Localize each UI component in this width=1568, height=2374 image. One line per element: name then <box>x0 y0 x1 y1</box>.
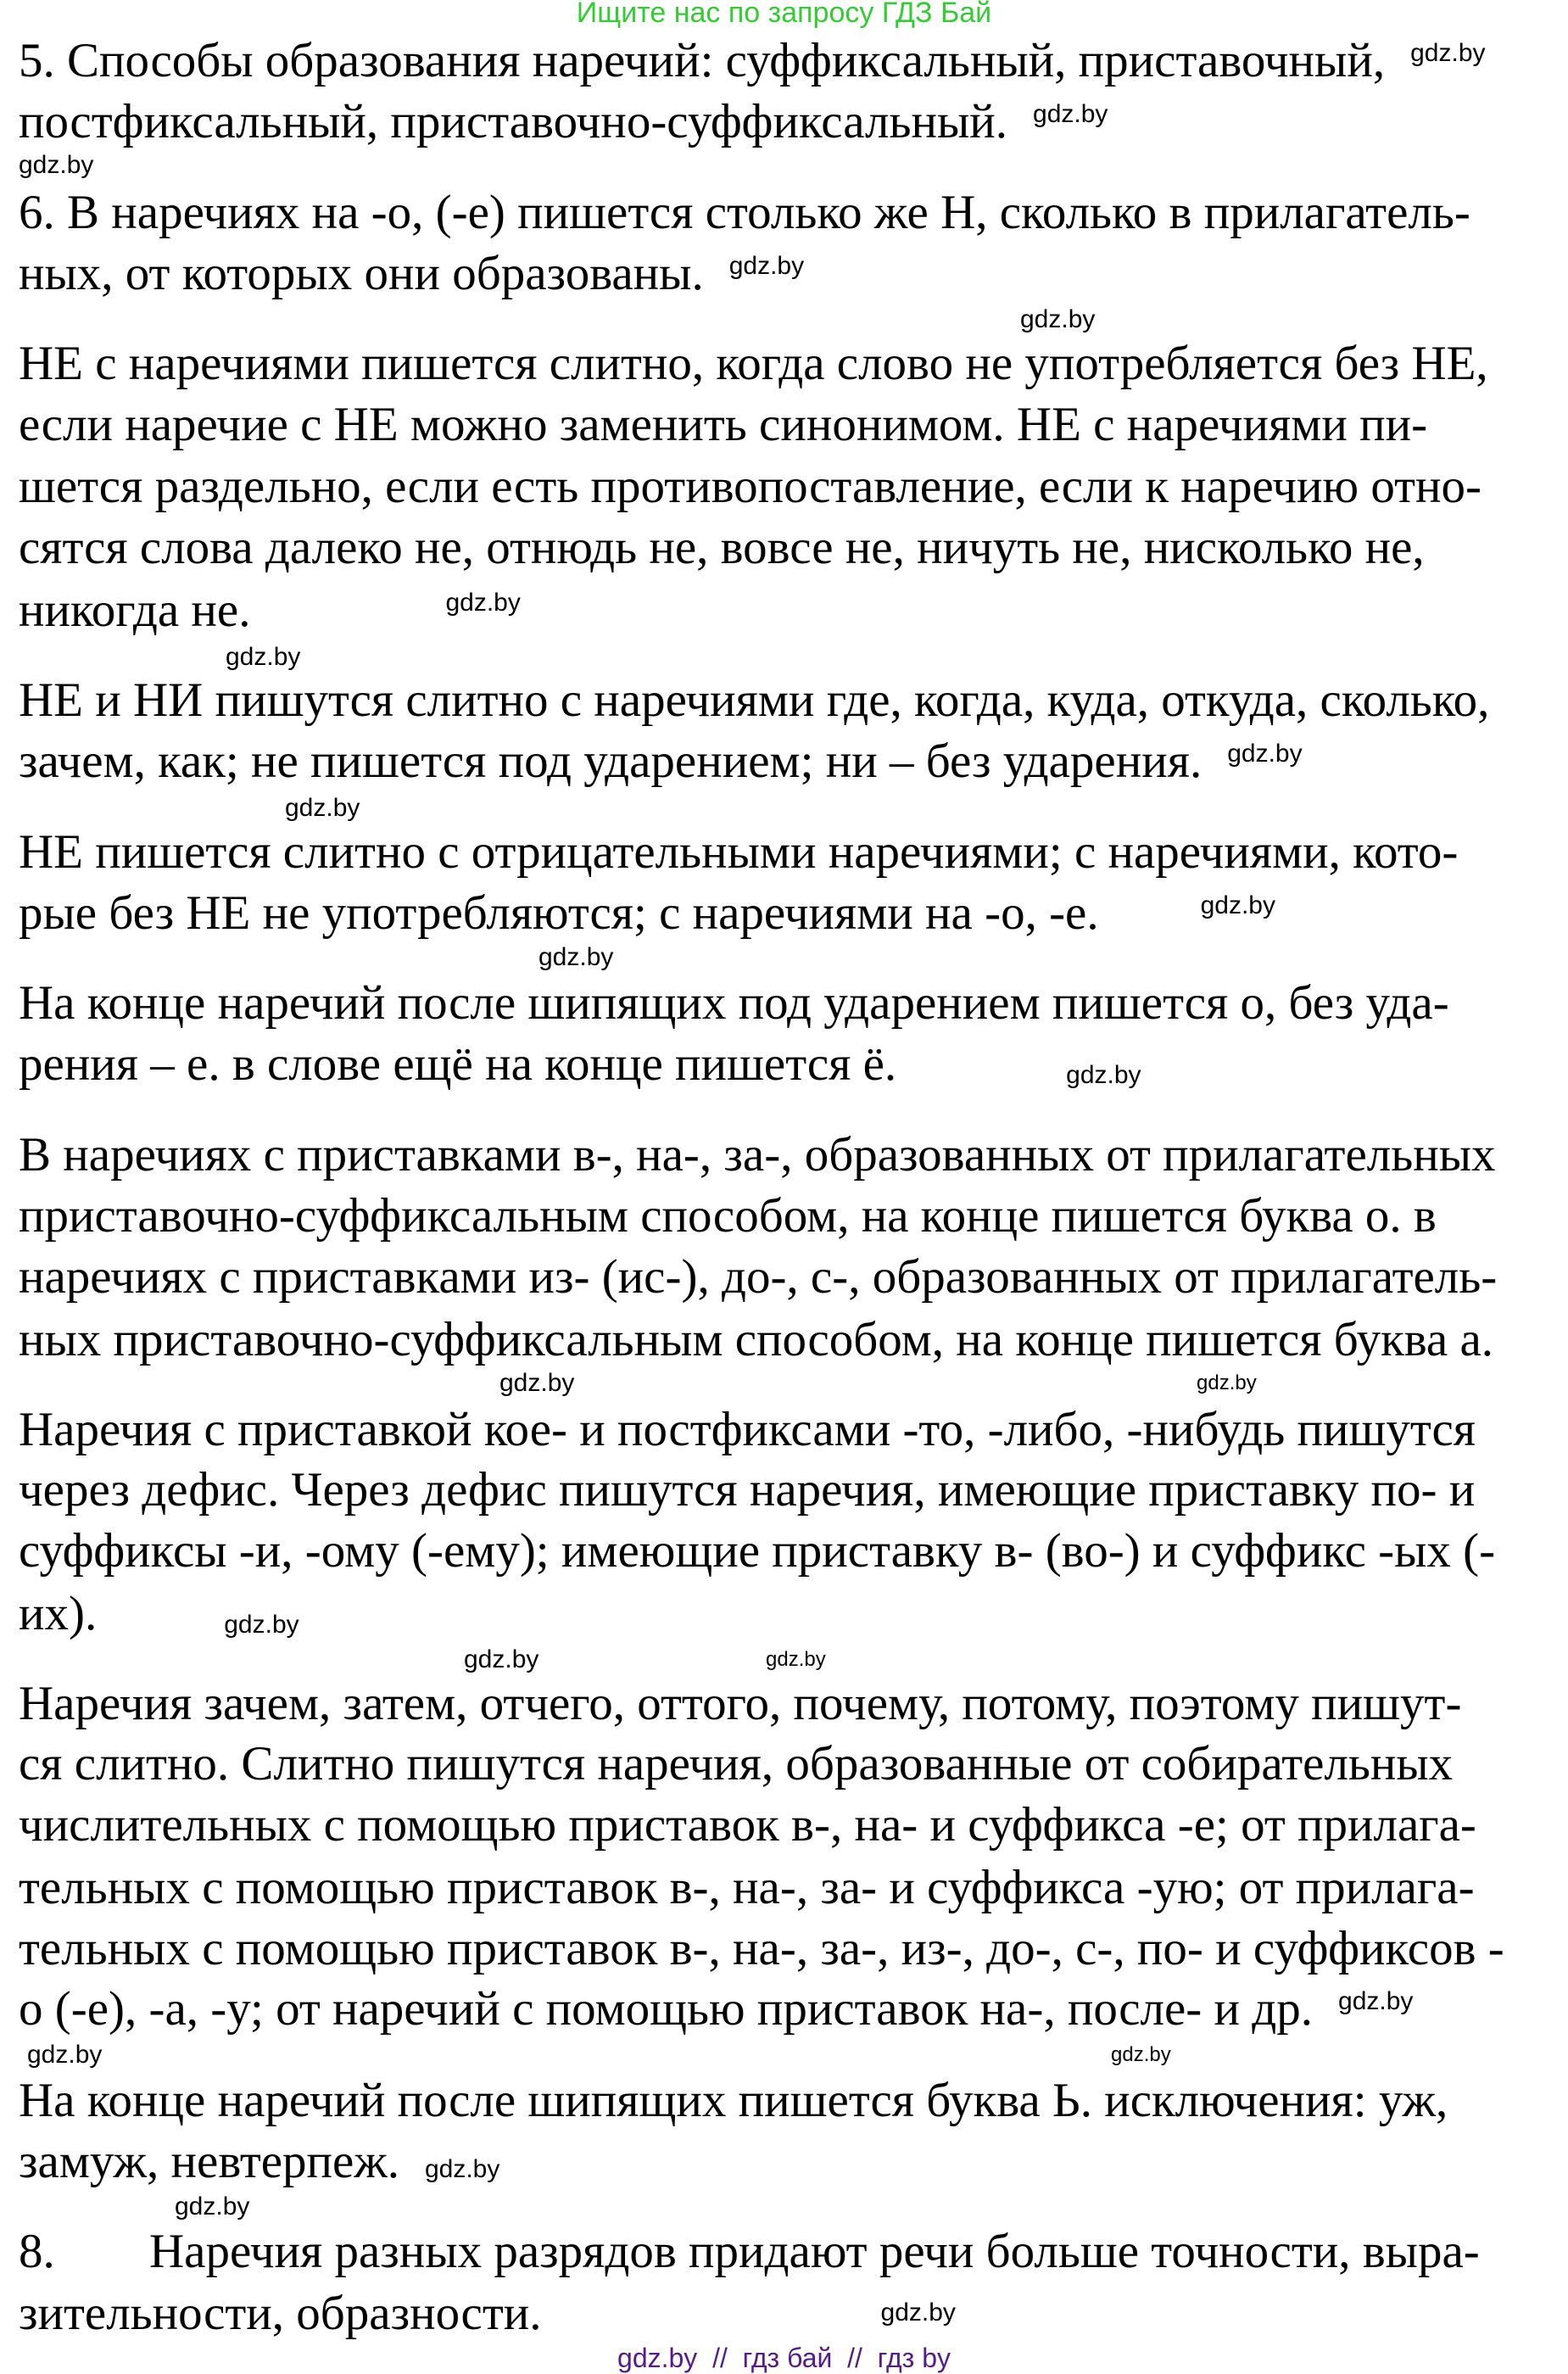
line-text: рые без НЕ не употребляются; с наречиями на -о, -е. <box>19 886 1099 940</box>
item-number: 8. <box>19 2225 55 2278</box>
text-line: тельных с помощью приставок в-, на-, за- и суффикса -ую; от прилага- <box>19 1861 1475 1914</box>
text-line <box>19 1984 1413 2035</box>
text-line: НЕ и НИ пишутся слитно с наречиями где, когда, куда, откуда, сколько, <box>19 673 1490 727</box>
text-line <box>19 2288 956 2339</box>
watermark: gdz.by <box>1111 2043 1171 2066</box>
watermark: gdz.by <box>1338 1987 1414 2015</box>
text-line: шется раздельно, если есть противопоставление, если к наречию отно- <box>19 460 1482 513</box>
text-line: В наречиях с приставками в-, на-, за-, образованных от прилагательных <box>19 1128 1496 1181</box>
search-banner[interactable]: Ищите нас по запросу ГДЗ Бай <box>576 0 992 29</box>
watermark: gdz.by <box>1410 39 1486 67</box>
watermark: gdz.by <box>538 943 614 971</box>
watermark: gdz.by <box>27 2041 103 2069</box>
text-line <box>19 2137 499 2187</box>
watermark: gdz.by <box>19 151 94 179</box>
watermark: gdz.by <box>1020 305 1096 333</box>
text-line: НЕ с наречиями пишется слитно, когда слово не употребляется без НЕ, <box>19 337 1488 390</box>
text-line: тельных с помощью приставок в-, на-, за-, из-, до-, с-, по- и суффиксов - <box>19 1922 1504 1975</box>
watermark: gdz.by <box>285 794 360 822</box>
watermark: gdz.by <box>1066 1061 1141 1089</box>
watermark: gdz.by <box>175 2192 250 2220</box>
text-line <box>19 1589 299 1639</box>
line-text: рения – е. в слове ещё на конце пишется ё. <box>19 1037 897 1091</box>
text-line <box>19 249 804 299</box>
line-text: их). <box>19 1587 98 1640</box>
watermark: gdz.by <box>766 1648 826 1671</box>
text-line: числительных с помощью приставок в-, на- и суффикса -е; от прилага- <box>19 1798 1476 1852</box>
line-text: никогда не. <box>19 584 251 637</box>
text-line <box>19 736 1303 787</box>
text-line <box>19 36 1486 87</box>
watermark: gdz.by <box>728 252 805 280</box>
watermark: gdz.by <box>1227 740 1303 768</box>
watermark: gdz.by <box>424 2155 500 2183</box>
text-line: через дефис. Через дефис пишутся наречия, имеющие приставку по- и <box>19 1463 1476 1517</box>
text-line <box>19 585 521 636</box>
text-line: НЕ пишется слитно с отрицательными наречиями; с наречиями, кото- <box>19 825 1459 879</box>
text-line: ся слитно. Слитно пишутся наречия, образованные от собирательных <box>19 1737 1454 1790</box>
watermark: gdz.by <box>1033 100 1108 128</box>
text-line: приставочно-суффиксальным способом, на конце пишется буква о. в <box>19 1189 1437 1243</box>
line-text: зительности, образности. <box>19 2287 542 2340</box>
watermark: gdz.by <box>880 2299 956 2327</box>
line-text: 5. Способы образования наречий: суффиксальный, приставочный, <box>19 34 1386 87</box>
item-text: Наречия разных разрядов придают речи больше точности, выра- <box>149 2225 1480 2278</box>
text-line-item-8 <box>19 2226 1480 2277</box>
line-text: зачем, как; не пишется под ударением; ни – без ударения. <box>19 735 1203 788</box>
text-line <box>19 1039 1141 1090</box>
watermark: gdz.by <box>499 1369 575 1397</box>
watermark: gdz.by <box>445 589 521 617</box>
line-text: замуж, невтерпеж. <box>19 2135 399 2188</box>
text-line: суффиксы -и, -ому (-ему); имеющие приставку в- (во-) и суффикс -ых (- <box>19 1524 1496 1578</box>
line-text: ных, от которых они образованы. <box>19 247 704 300</box>
footer-links[interactable]: gdz.by // гдз бай // гдз by <box>617 2343 951 2373</box>
text-line: Наречия зачем, затем, отчего, оттого, почему, потому, поэтому пишут- <box>19 1677 1462 1730</box>
text-line: сятся слова далеко не, отнюдь не, вовсе не, ничуть не, нисколько не, <box>19 521 1425 574</box>
text-line: На конце наречий после шипящих пишется буква Ь. исключения: уж, <box>19 2074 1448 2127</box>
watermark: gdz.by <box>464 1645 539 1673</box>
text-line: наречиях с приставками из- (ис-), до-, с-, образованных от прилагатель- <box>19 1250 1498 1304</box>
watermark: gdz.by <box>1200 891 1275 919</box>
text-line: Наречия с приставкой кое- и постфиксами -то, -либо, -нибудь пишутся <box>19 1403 1476 1456</box>
text-line: если наречие с НЕ можно заменить синонимом. НЕ с наречиями пи- <box>19 398 1428 451</box>
text-line: ных приставочно-суффиксальным способом, на конце пишется буква а. <box>19 1313 1494 1366</box>
text-line: На конце наречий после шипящих под ударением пишется о, без уда- <box>19 976 1449 1030</box>
line-text: о (-е), -а, -у; от наречий с помощью приставок на-, после- и др. <box>19 1982 1314 2036</box>
watermark: gdz.by <box>226 643 301 671</box>
text-line <box>19 888 1275 939</box>
text-line: 6. В наречиях на -о, (-е) пишется столько же Н, сколько в прилагатель- <box>19 186 1470 239</box>
text-line <box>19 97 1108 148</box>
watermark: gdz.by <box>1197 1371 1257 1394</box>
line-text: постфиксальный, приставочно-суффиксальный. <box>19 95 1008 148</box>
watermark: gdz.by <box>224 1611 299 1639</box>
